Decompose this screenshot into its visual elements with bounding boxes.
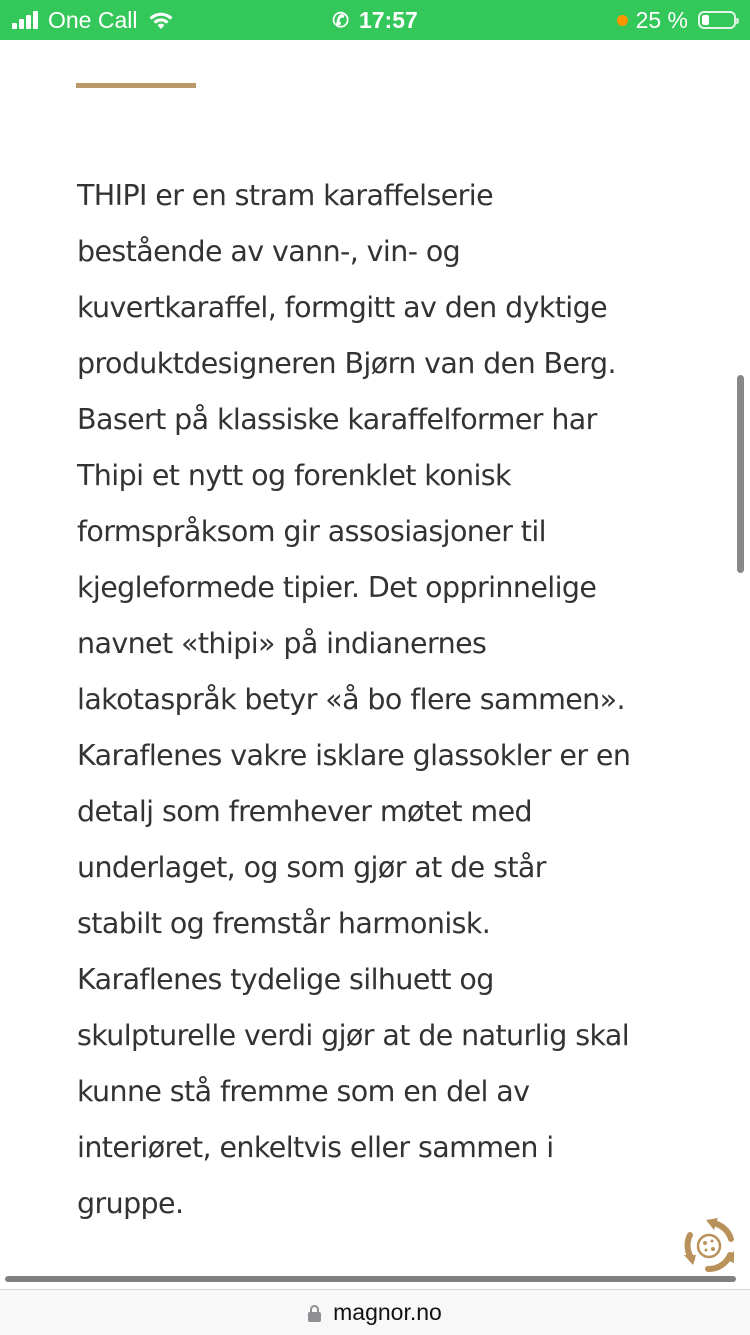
horizontal-scrollbar[interactable] [5,1276,736,1282]
status-bar [0,0,750,40]
carrier-name: One Call [48,6,138,33]
recording-dot-icon [617,15,628,26]
article-line: underlaget, og som gjør at de står [77,851,546,884]
article-line: formspråksom gir assosiasjoner til [77,515,546,548]
article-line: lakotaspråk betyr «å bo flere sammen». [77,683,625,716]
battery-icon [698,11,736,29]
accent-divider [76,83,196,88]
cookie-settings-button[interactable] [680,1217,738,1275]
article-line: gruppe. [77,1187,184,1220]
lock-icon [308,1305,321,1322]
vertical-scrollbar[interactable] [737,375,744,573]
article-line: THIPI er en stram karaffelserie [77,179,494,212]
article-line: skulpturelle verdi gjør at de naturlig skal [77,1019,630,1052]
cookie-refresh-icon [680,1217,738,1275]
article-line: bestående av vann-, vin- og [77,235,461,268]
article-line: Thipi et nytt og forenklet konisk [77,459,511,492]
article-line: interiøret, enkeltvis eller sammen i [77,1131,554,1164]
clock: 17:57 [358,6,418,33]
address-bar[interactable] [0,1289,750,1335]
article-line: Karaflenes tydelige silhuett og [77,963,494,996]
battery-percent: 25 % [635,6,688,33]
article-line: kuvertkaraffel, formgitt av den dyktige [77,291,608,324]
article-line: kjegleformede tipier. Det opprinnelige [77,571,597,604]
article-line: kunne stå fremme som en del av [77,1075,530,1108]
call-icon: ✆ [332,9,349,32]
article-line: stabilt og fremstår harmonisk. [77,907,491,940]
article-line: navnet «thipi» på indianernes [77,627,487,660]
article-line: Basert på klassiske karaffelformer har [77,403,597,436]
article-line: detalj som fremhever møtet med [77,795,532,828]
article-line: produktdesigneren Bjørn van den Berg. [77,347,616,380]
url-text[interactable]: magnor.no [333,1299,442,1325]
article-line: Karaflenes vakre isklare glassokler er en [77,739,631,772]
article-body [77,168,697,1232]
status-right [617,0,736,40]
